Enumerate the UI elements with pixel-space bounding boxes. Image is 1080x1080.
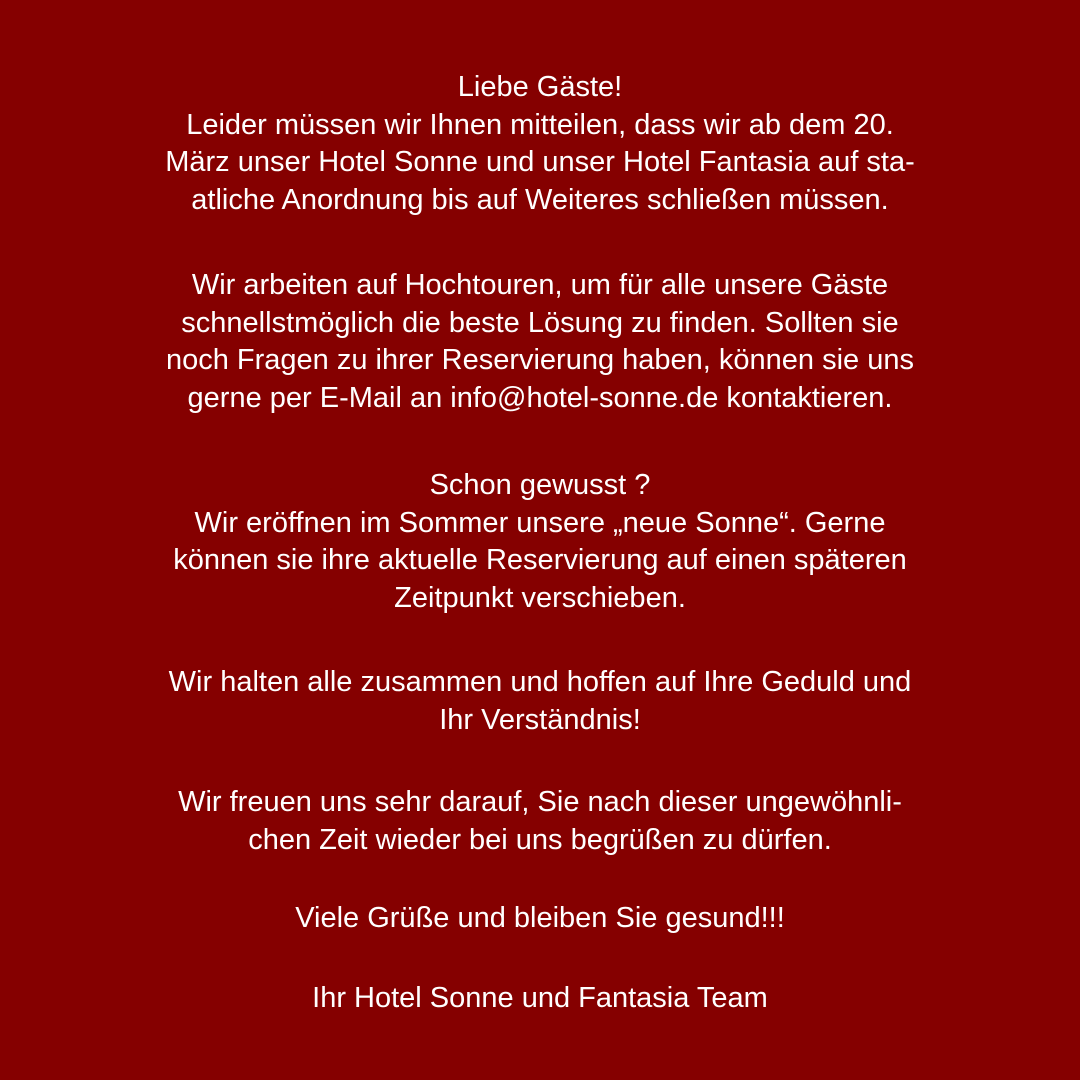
welcome-text-line: Wir freuen uns sehr darauf, Sie nach dieser ungewöhnli-: [178, 786, 902, 818]
news-text-line: Wir eröffnen im Sommer unsere „neue Sonne“. Gerne: [194, 506, 886, 539]
signature-line: Ihr Hotel Sonne und Fantasia Team: [312, 982, 768, 1014]
contact-email-line: gerne per E-Mail an info@hotel-sonne.de kontaktieren.: [187, 381, 893, 414]
closure-text-line: Leider müssen wir Ihnen mitteilen, dass wir ab dem 20.: [186, 108, 894, 141]
news-heading-line: Schon gewusst ?: [429, 469, 651, 501]
contact-paragraph: [0, 267, 1080, 417]
news-text-line: können sie ihre aktuelle Reservierung auf einen späteren: [173, 544, 907, 576]
closure-notice-paragraph: [0, 69, 1080, 219]
new-opening-paragraph: [0, 467, 1080, 617]
contact-text-line: noch Fragen zu ihrer Reservierung haben, können sie uns: [165, 344, 914, 376]
welcome-text-line: chen Zeit wieder bei uns begrüßen zu dürfen.: [248, 823, 832, 856]
welcome-back-paragraph: [0, 784, 1080, 859]
salutation-line: Liebe Gäste!: [457, 71, 623, 103]
patience-text-line: Wir halten alle zusammen und hoffen auf Ihre Geduld und: [168, 666, 912, 698]
contact-text-line: schnellstmöglich die beste Lösung zu finden. Sollten sie: [181, 306, 899, 339]
patience-paragraph: [0, 664, 1080, 739]
greeting-line: Viele Grüße und bleiben Sie gesund!!!: [295, 902, 785, 934]
signature: [0, 980, 1080, 1018]
news-text-line: Zeitpunkt verschieben.: [394, 581, 686, 614]
closure-text-line: März unser Hotel Sonne und unser Hotel Fantasia auf sta-: [165, 146, 915, 178]
closure-text-line: atliche Anordnung bis auf Weiteres schließen müssen.: [191, 183, 889, 216]
contact-text-line: Wir arbeiten auf Hochtouren, um für alle unsere Gäste: [191, 269, 889, 301]
closing-greeting: [0, 900, 1080, 938]
patience-text-line: Ihr Verständnis!: [439, 703, 641, 736]
